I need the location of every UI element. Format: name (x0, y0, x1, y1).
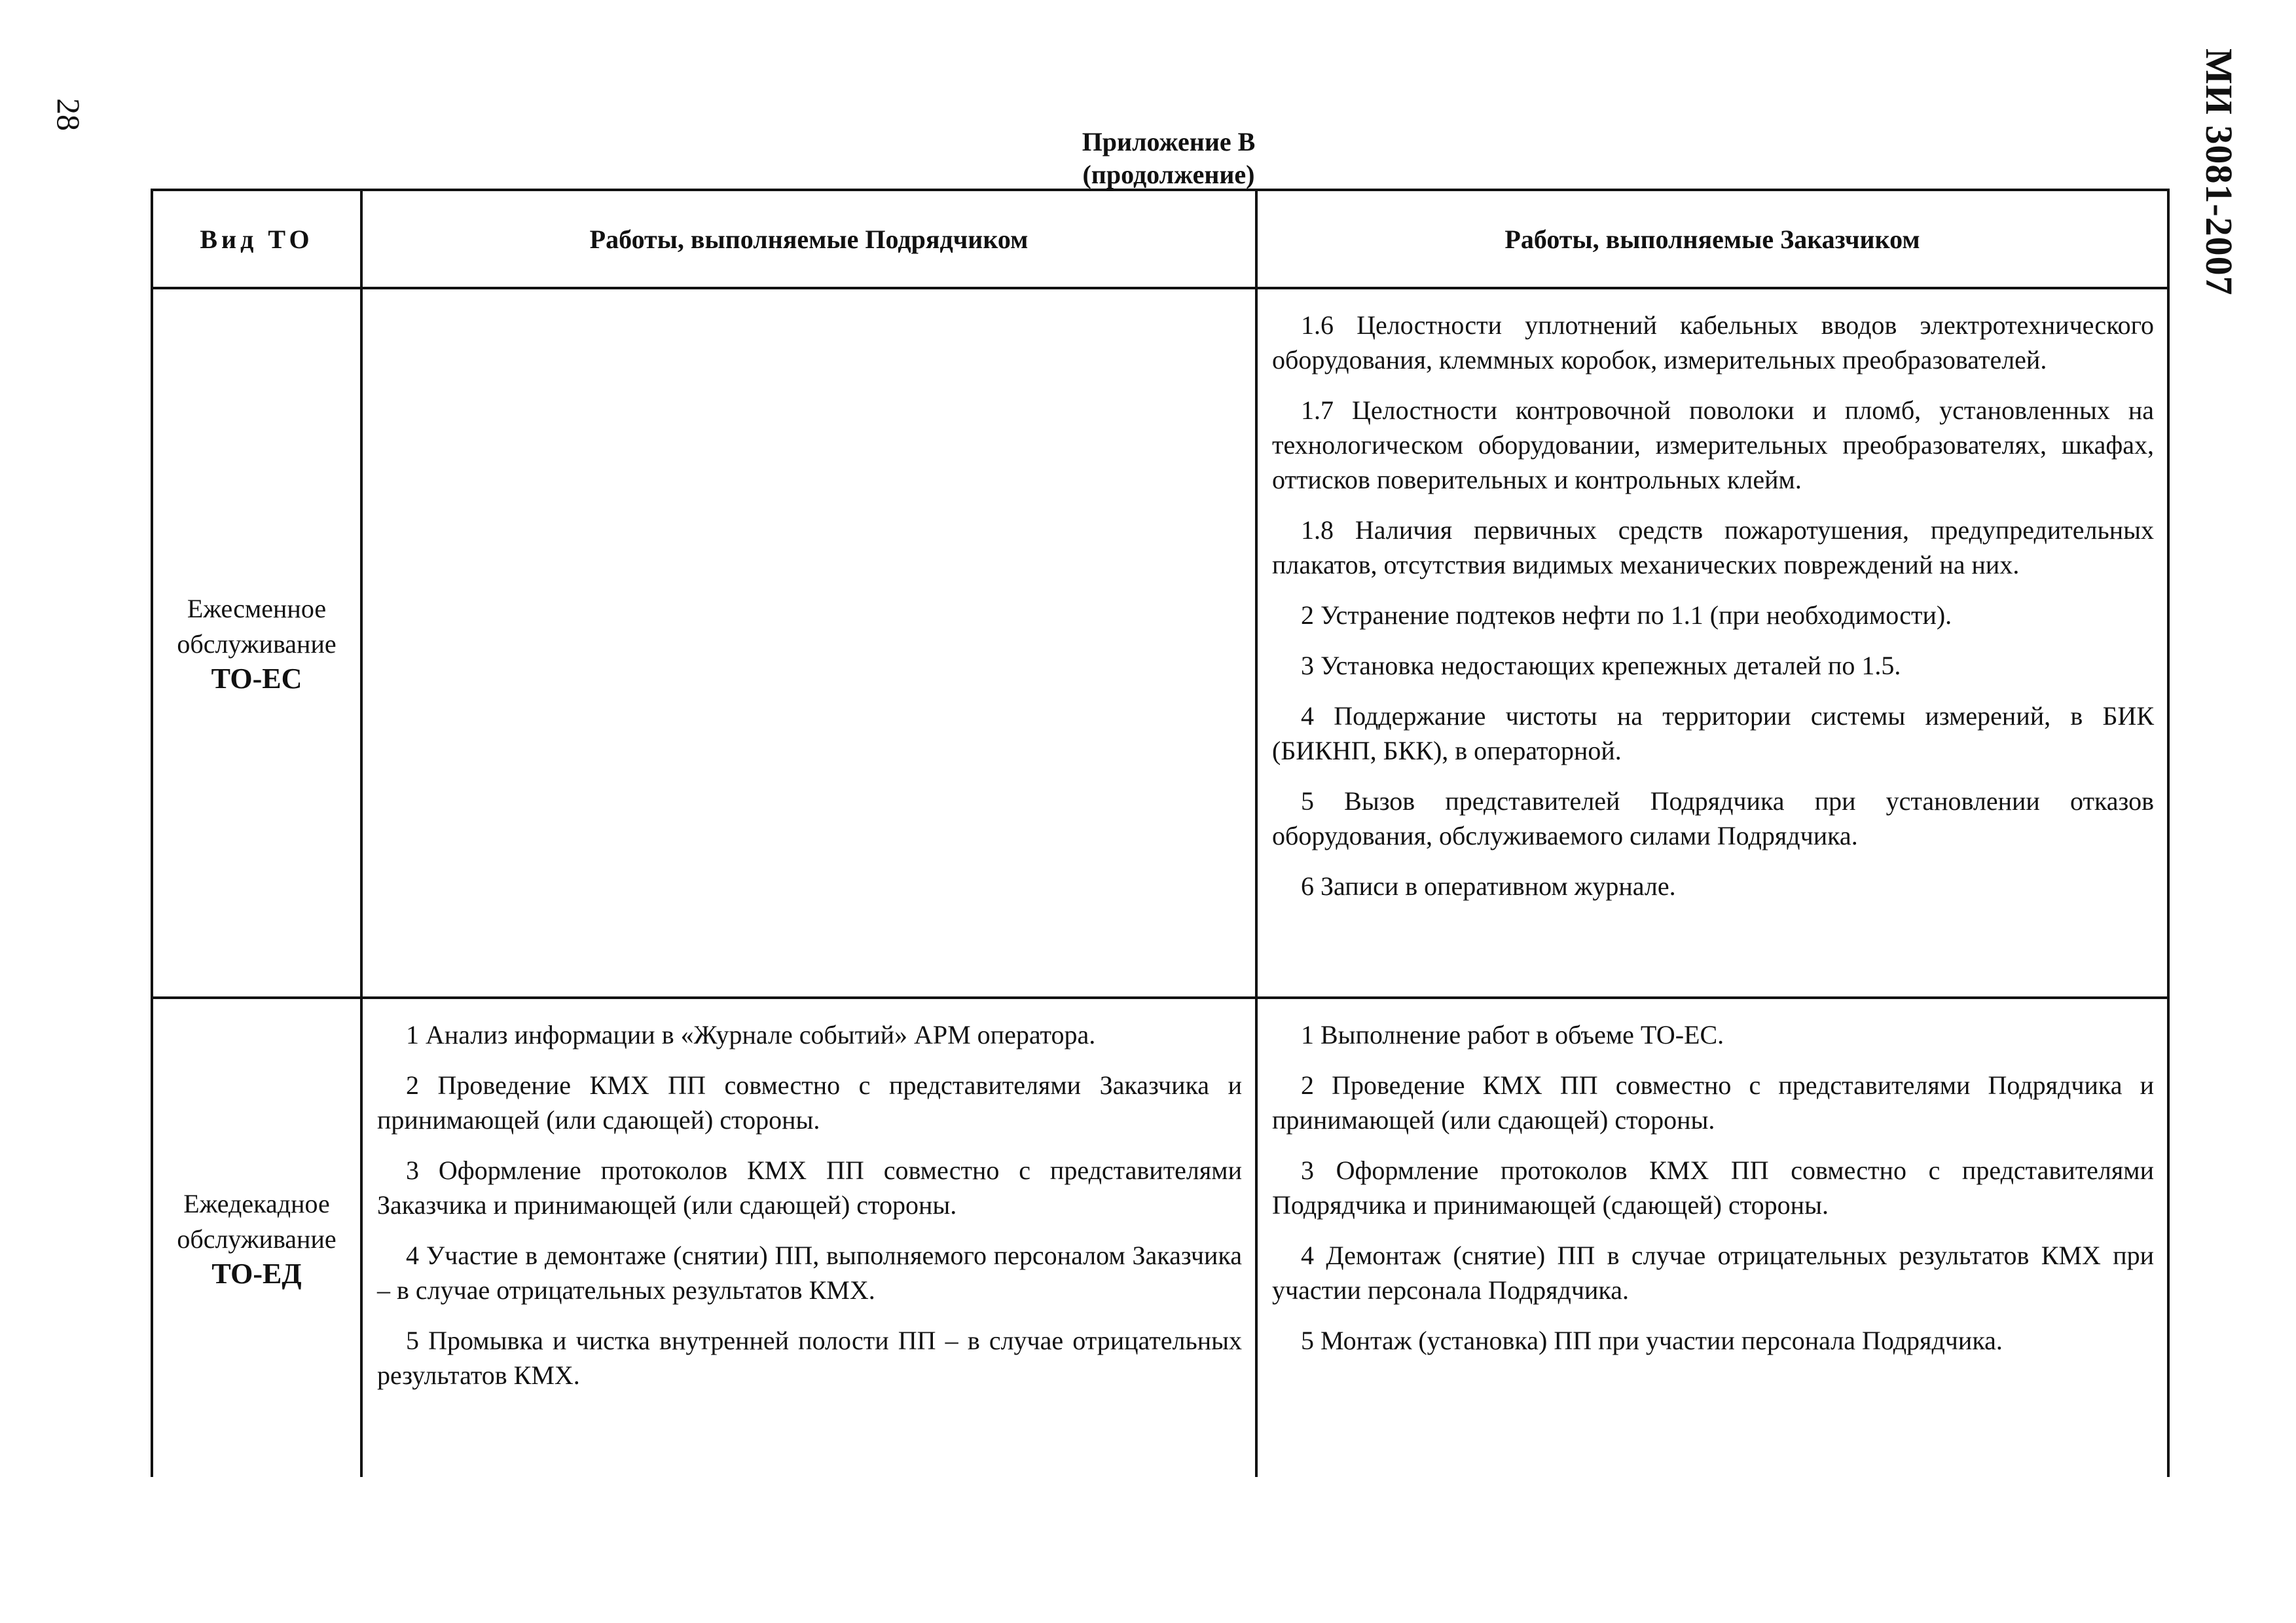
contractor-cell-to-ed (361, 998, 1256, 1477)
work-item: 4 Участие в демонтаже (снятии) ПП, выполняемого персоналом Заказчика – в случае отрицательных результатов КМХ. (377, 1241, 1242, 1305)
contractor-list (363, 999, 1255, 1415)
work-item: 6 Записи в оперативном журнале. (1301, 871, 1676, 901)
header-kind: Вид ТО (152, 190, 361, 288)
customer-list (1258, 999, 2167, 1380)
work-item: 4 Демонтаж (снятие) ПП в случае отрицательных результатов КМХ при участии персонала Подрядчика. (1272, 1241, 2154, 1305)
work-item: 1.6 Целостности уплотнений кабельных вводов электротехнического оборудования, клеммных коробок, измерительных преобразователей. (1272, 310, 2154, 374)
table-row-to-es (152, 288, 2168, 998)
kind-cell-to-ed (152, 998, 361, 1477)
contractor-cell-to-es (361, 288, 1256, 998)
work-item: 5 Вызов представителей Подрядчика при установлении отказов оборудования, обслуживаемого силами Подрядчика. (1272, 786, 2154, 850)
kind-code: ТО-ЕС (211, 662, 302, 695)
work-item: 1.7 Целостности контровочной поволоки и пломб, установленных на технологическом оборудовании, измерительных преобразователях, шкафах, оттисков поверительных и контрольных клейм. (1272, 395, 2154, 494)
work-item: 3 Установка недостающих крепежных деталей по 1.5. (1301, 651, 1901, 680)
customer-cell-to-ed (1256, 998, 2168, 1477)
work-item: 4 Поддержание чистоты на территории системы измерений, в БИК (БИКНП, БКК), в операторной. (1272, 701, 2154, 765)
appendix-title: Приложение В (1082, 127, 1256, 156)
customer-list (1258, 289, 2167, 926)
document-code: МИ 3081-2007 (2198, 48, 2240, 296)
work-item: 3 Оформление протоколов КМХ ПП совместно с представителями Подрядчика и принимающей (сдающей) стороны. (1272, 1156, 2154, 1220)
work-item: 2 Проведение КМХ ПП совместно с представителями Подрядчика и принимающей (или сдающей) стороны. (1272, 1070, 2154, 1135)
work-item: 2 Устранение подтеков нефти по 1.1 (при необходимости). (1301, 600, 1952, 630)
customer-cell-to-es (1256, 288, 2168, 998)
maintenance-table (151, 189, 2170, 1477)
header-customer: Работы, выполняемые Заказчиком (1256, 190, 2168, 288)
kind-code: ТО-ЕД (211, 1257, 302, 1290)
work-item: 3 Оформление протоколов КМХ ПП совместно с представителями Заказчика и принимающей (или сдающей) стороны. (377, 1156, 1242, 1220)
page-number: 28 (50, 98, 87, 131)
header-contractor: Работы, выполняемые Подрядчиком (361, 190, 1256, 288)
work-item: 1.8 Наличия первичных средств пожаротушения, предупредительных плакатов, отсутствия видимых механических повреждений на них. (1272, 515, 2154, 579)
kind-label: Ежесменное обслуживание (177, 593, 337, 659)
appendix-subtitle: (продолжение) (1082, 160, 1255, 189)
work-item: 5 Промывка и чистка внутренней полости ПП – в случае отрицательных результатов КМХ. (377, 1326, 1242, 1390)
work-item: 5 Монтаж (установка) ПП при участии персонала Подрядчика. (1301, 1326, 2003, 1355)
kind-label: Ежедекадное обслуживание (177, 1188, 337, 1254)
work-item: 2 Проведение КМХ ПП совместно с представителями Заказчика и принимающей (или сдающей) стороны. (377, 1070, 1242, 1135)
table-row-to-ed (152, 998, 2168, 1477)
table-header-row (152, 190, 2168, 288)
work-item: 1 Анализ информации в «Журнале событий» АРМ оператора. (406, 1020, 1096, 1049)
contractor-list (363, 289, 1255, 314)
kind-cell-to-es (152, 288, 361, 998)
work-item: 1 Выполнение работ в объеме ТО-ЕС. (1301, 1020, 1724, 1049)
appendix-heading (1005, 126, 1332, 191)
